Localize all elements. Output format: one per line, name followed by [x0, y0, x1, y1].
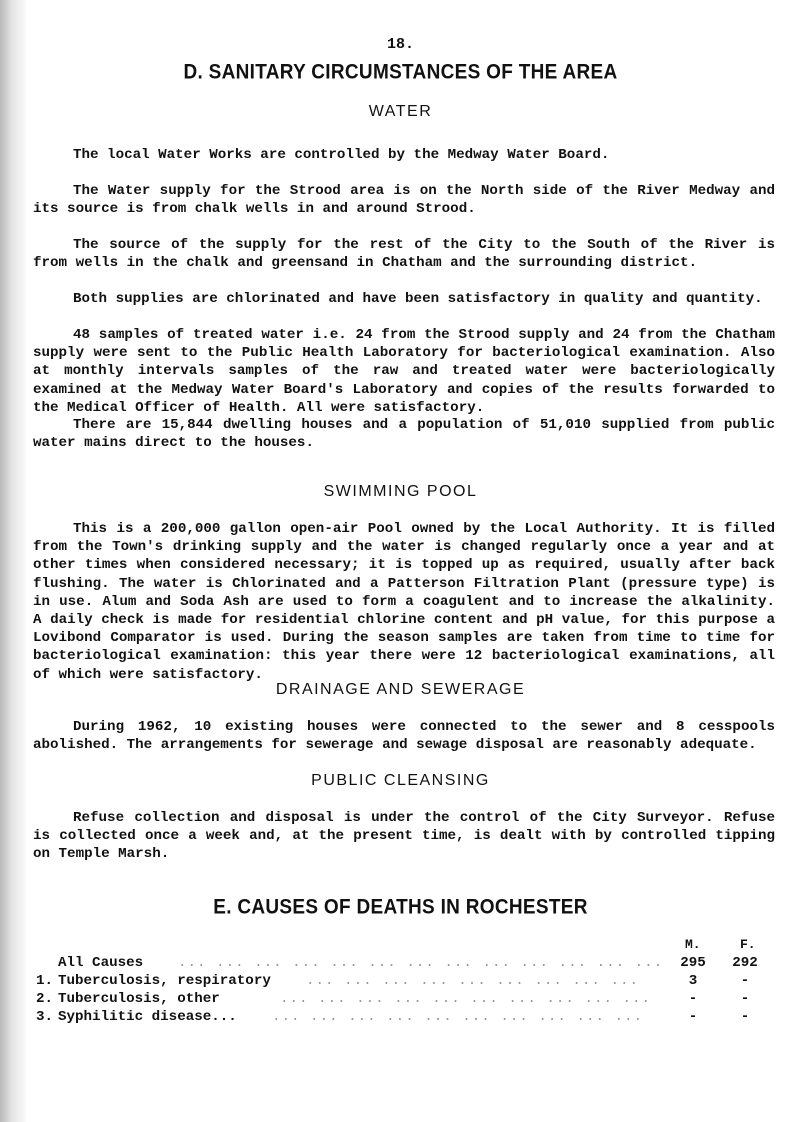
- cleansing-heading: PUBLIC CLEANSING: [311, 772, 490, 789]
- table-row: [0, 973, 801, 991]
- male-count: -: [688, 991, 698, 1007]
- column-header-female: F.: [740, 937, 756, 952]
- dot-leader: ... ... ... ... ... ... ... ... ... ...: [272, 1009, 644, 1025]
- cleansing-paragraph: Refuse collection and disposal is under the control of the City Surveyor. Refuse is collected once a week and, at the present time, is dealt with by controlled tipping on Temple Marsh.: [33, 810, 775, 863]
- swimming-pool-paragraph: This is a 200,000 gallon open-air Pool owned by the Local Authority. It is filled from the Town's drinking supply and the water is changed regularly once a year and at other times when considered necessary; it is topped up as required, usually after back flushing. The water is Chlorinated and a Patterson Filtration Plant (pressure type) is in use. Alum and Soda Ash are used to form a coagulent and to increase the alkalinity. A daily check is made for residential chlorine content and pH value, for this purpose a Lovibond Comparator is used. During the season samples are taken from time to time for bacteriological examination: this year there were 12 bacteriological examinations, all of which were satisfactory.: [33, 521, 775, 683]
- row-number: 3.: [36, 1009, 54, 1025]
- female-count: -: [740, 973, 750, 989]
- scan-edge-shadow: [0, 0, 26, 1122]
- water-paragraph: The local Water Works are controlled by the Medway Water Board.: [73, 147, 610, 163]
- row-label: Tuberculosis, other: [58, 991, 220, 1007]
- row-number: 1.: [36, 973, 54, 989]
- dot-leader: ... ... ... ... ... ... ... ... ... ...: [280, 991, 652, 1007]
- female-count: -: [740, 991, 750, 1007]
- section-d-title: D. SANITARY CIRCUMSTANCES OF THE AREA: [183, 60, 618, 85]
- dot-leader: ... ... ... ... ... ... ... ... ...: [306, 973, 639, 989]
- water-heading: WATER: [368, 103, 433, 120]
- page-number: 18.: [386, 36, 414, 53]
- water-paragraph: There are 15,844 dwelling houses and a population of 51,010 supplied from public water mains direct to the houses.: [33, 417, 775, 452]
- swimming-pool-heading: SWIMMING POOL: [323, 483, 478, 500]
- table-row: [0, 955, 801, 973]
- dot-leader: ... ... ... ... ... ... ... ... ... ... ... ... ...: [178, 955, 664, 971]
- row-number: 2.: [36, 991, 54, 1007]
- section-e-title: E. CAUSES OF DEATHS IN ROCHESTER: [213, 895, 588, 920]
- row-label: Tuberculosis, respiratory: [58, 973, 271, 989]
- water-paragraph: Both supplies are chlorinated and have been satisfactory in quality and quantity.: [73, 291, 763, 307]
- table-row: [0, 991, 801, 1009]
- male-count: 295: [680, 955, 706, 971]
- water-paragraph: 48 samples of treated water i.e. 24 from the Strood supply and 24 from the Chatham supply were sent to the Public Health Laboratory for bacteriological examination. Also at monthly intervals samples of the raw and treated water were bacteriologically examined at the Medway Water Board's Laboratory and copies of the results forwarded to the Medical Officer of Health. All were satisfactory.: [33, 327, 775, 416]
- drainage-paragraph: During 1962, 10 existing houses were connected to the sewer and 8 cesspools abolished. The arrangements for sewerage and sewage disposal are reasonably adequate.: [33, 719, 775, 754]
- female-count: 292: [732, 955, 758, 971]
- male-count: -: [688, 1009, 698, 1025]
- male-count: 3: [688, 973, 698, 989]
- column-header-male: M.: [685, 937, 701, 952]
- female-count: -: [740, 1009, 750, 1025]
- water-paragraph: The Water supply for the Strood area is on the North side of the River Medway and its source is from chalk wells in and around Strood.: [33, 183, 775, 218]
- water-paragraph: The source of the supply for the rest of the City to the South of the River is from wells in the chalk and greensand in Chatham and the surrounding district.: [33, 237, 775, 272]
- drainage-heading: DRAINAGE AND SEWERAGE: [275, 681, 526, 698]
- row-label: All Causes: [58, 955, 144, 971]
- row-label: Syphilitic disease...: [58, 1009, 237, 1025]
- table-row: [0, 1009, 801, 1027]
